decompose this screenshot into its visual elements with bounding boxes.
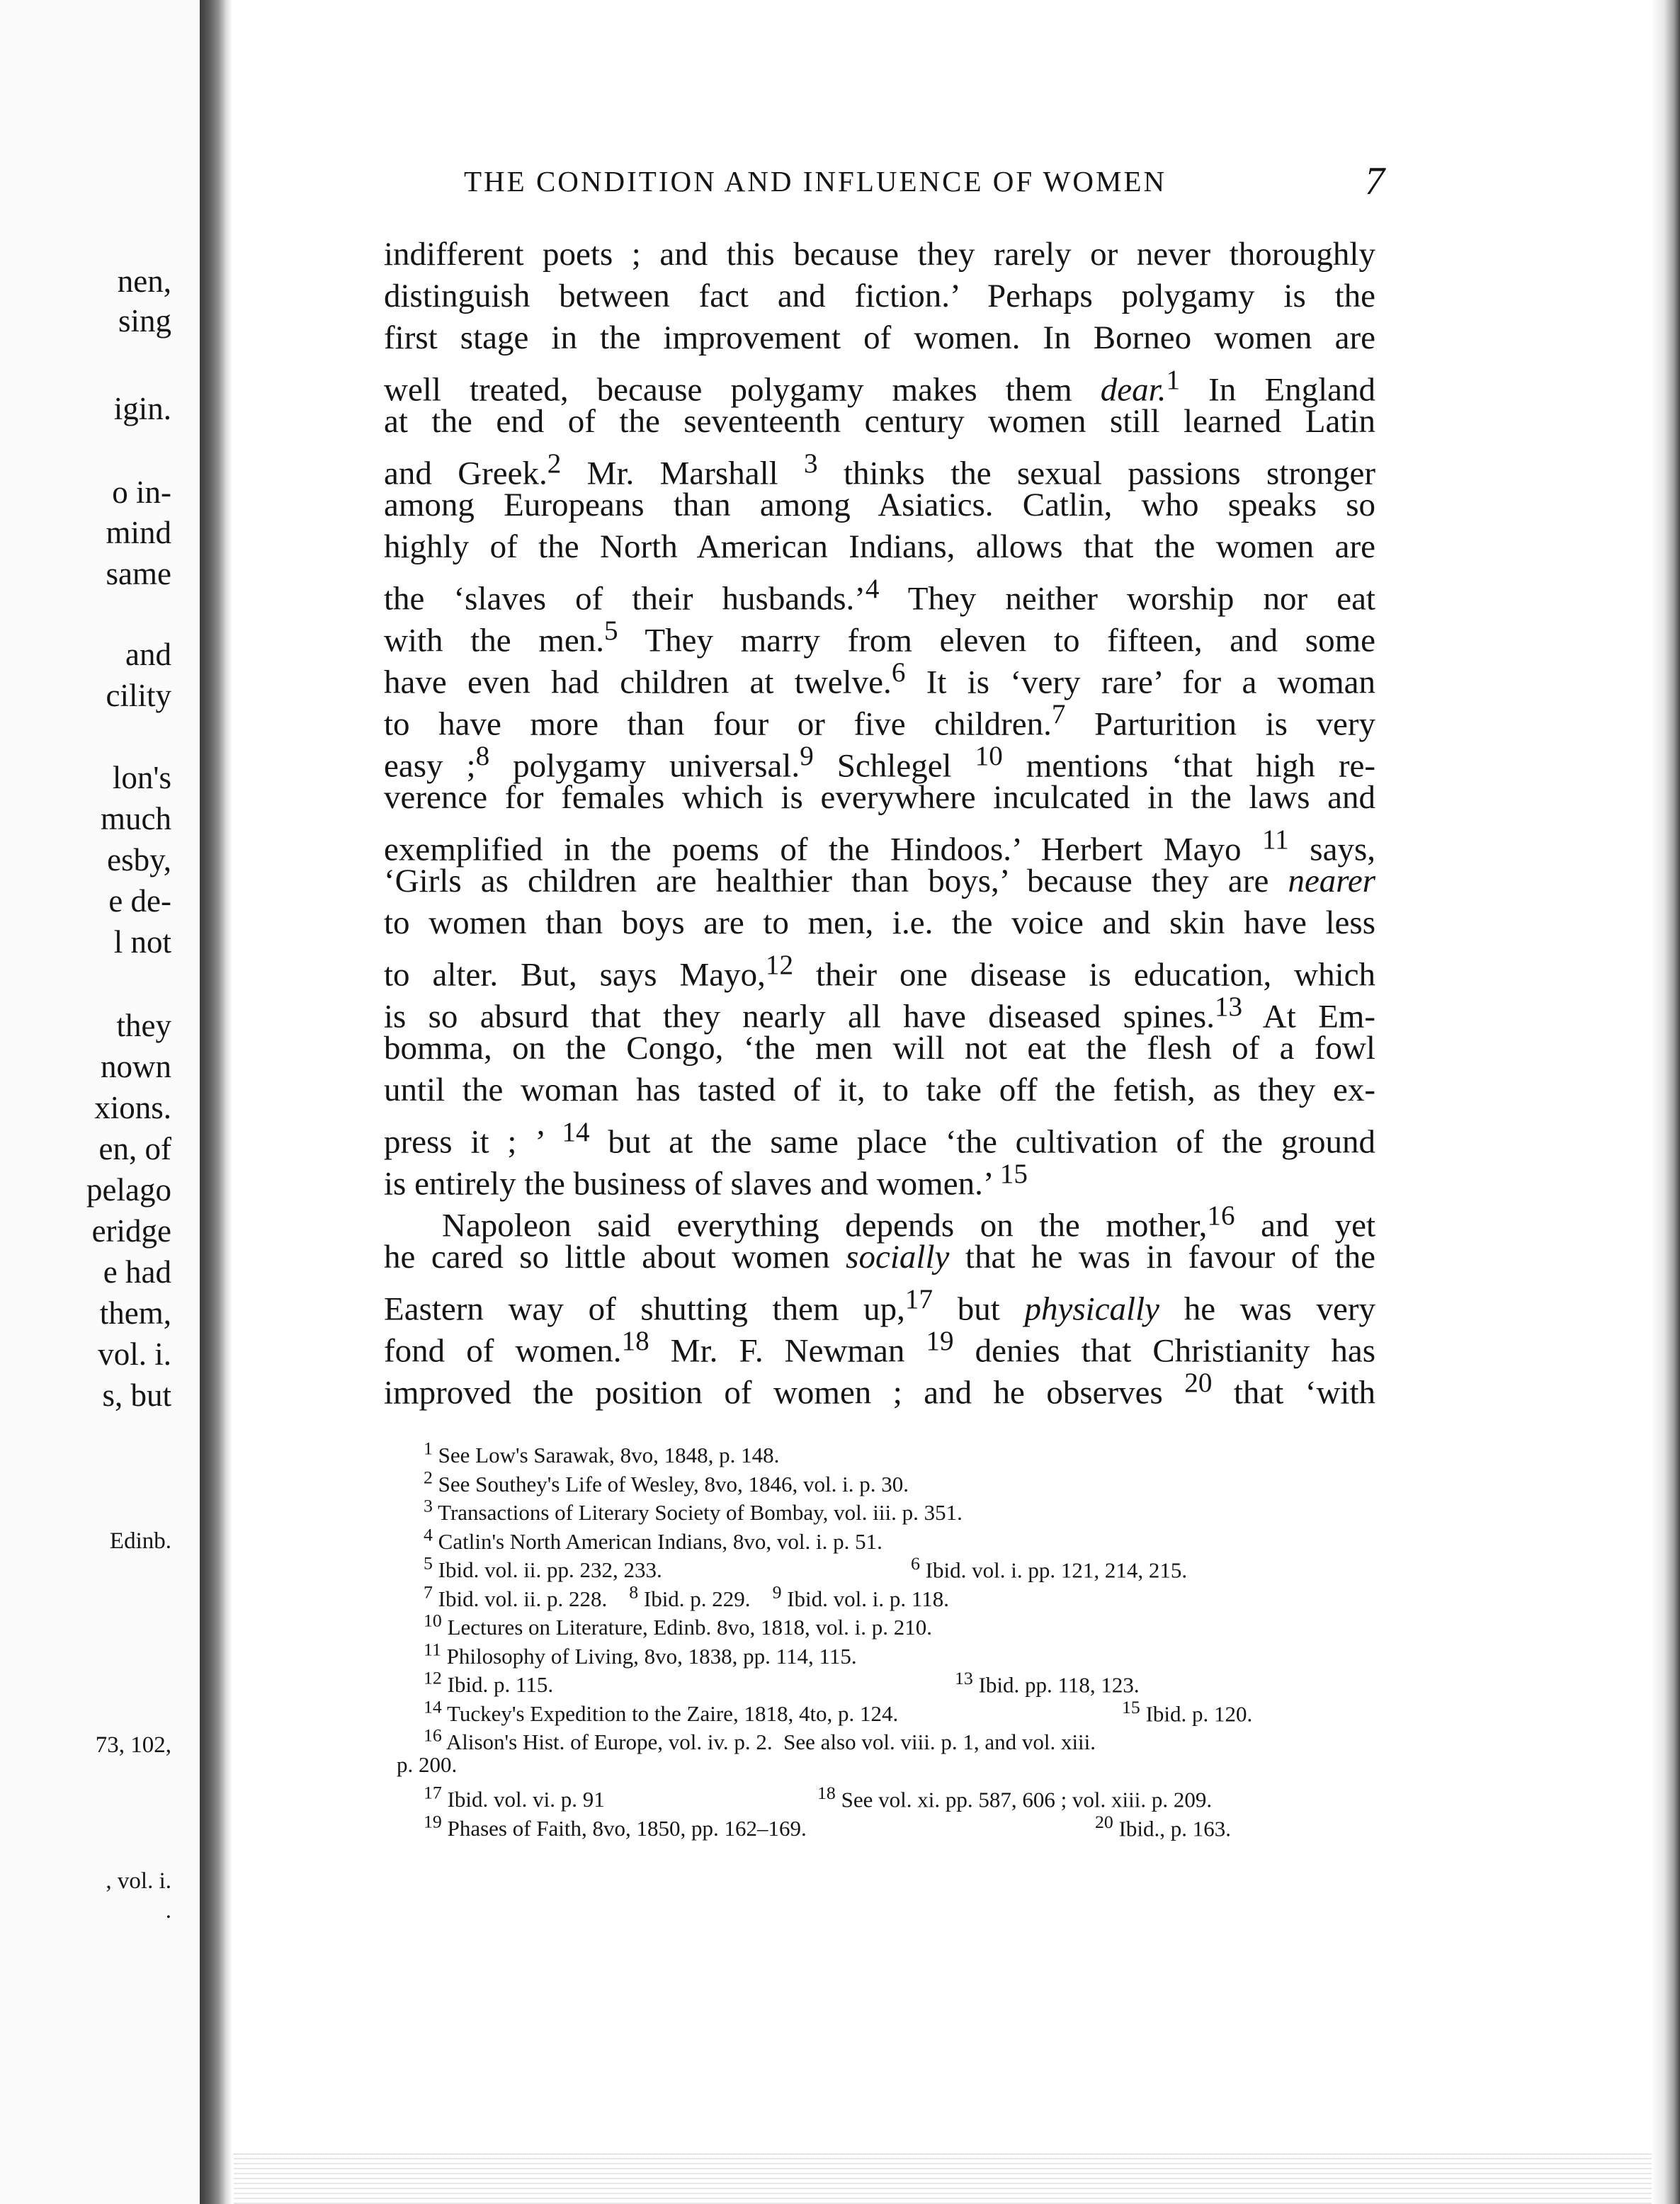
- running-title: THE CONDITION AND INFLUENCE OF WOMEN: [464, 165, 1167, 198]
- text-line: ‘Girls as children are healthier than boys,’ because they are nearer: [384, 863, 1375, 899]
- text-line: to alter. But, says Mayo,$^{12}$ their one disease is education, which: [384, 950, 1375, 994]
- facing-page-text: , vol. i.: [106, 1868, 171, 1894]
- text-line: press it ; ’ $^{14}$ but at the same place ‘the cultivation of the ground: [384, 1117, 1375, 1161]
- text-line: have even had children at twelve.$^6$ It is ‘very rare’ for a woman: [384, 657, 1376, 701]
- text-line: Napoleon said everything depends on the mother,$^{16}$ and yet: [442, 1200, 1376, 1244]
- footnote: $^{19}$ Phases of Faith, 8vo, 1850, pp. 162–169. $^{20}$ Ibid., p. 163.: [424, 1811, 1232, 1841]
- text-line: first stage in the improvement of women. In Borneo women are: [384, 319, 1375, 356]
- text-line: easy ;$^8$ polygamy universal.$^9$ Schlegel $^{10}$ mentions ‘that high re-: [384, 741, 1375, 785]
- footnote: $^1$ See Low's Sarawak, 8vo, 1848, p. 148.: [424, 1438, 780, 1468]
- text-line: Eastern way of shutting them up,$^{17}$ but physically he was very: [384, 1284, 1376, 1328]
- text-line: is entirely the business of slaves and women.’ $^{15}$: [384, 1159, 1028, 1203]
- footnotes: [397, 1435, 1384, 1841]
- text-line: well treated, because polygamy makes them dear.$^1$ In England: [384, 365, 1376, 409]
- footnote: $^4$ Catlin's North American Indians, 8vo, vol. i. p. 51.: [424, 1524, 882, 1554]
- facing-page-text: lon's: [112, 760, 171, 795]
- facing-page-text: much: [101, 801, 171, 836]
- text-line: fond of women.$^{18}$ Mr. F. Newman $^{19}$ denies that Christianity has: [384, 1326, 1375, 1370]
- text-line: until the woman has tasted of it, to take off the fetish, as they ex-: [384, 1072, 1375, 1108]
- book-gutter: [200, 0, 225, 2204]
- text-line: at the end of the seventeenth century women still learned Latin: [384, 403, 1375, 440]
- facing-page-text: e had: [103, 1254, 171, 1290]
- footnote: $^{17}$ Ibid. vol. vi. p. 91 $^{18}$ See vol. xi. pp. 587, 606 ; vol. xiii. p. 209.: [424, 1783, 1213, 1812]
- facing-page-text: they: [116, 1008, 171, 1043]
- facing-page-text: o in-: [112, 475, 171, 510]
- facing-page-text: sing: [118, 303, 171, 339]
- facing-page-text: en, of: [98, 1131, 171, 1166]
- text-line: distinguish between fact and fiction.’ Perhaps polygamy is the: [384, 278, 1375, 314]
- body-text: [384, 234, 1376, 1411]
- facing-page-text: nown: [101, 1049, 171, 1084]
- text-line: highly of the North American Indians, allows that the women are: [384, 528, 1375, 565]
- facing-page-text: them,: [99, 1295, 171, 1331]
- facing-page-text: 73, 102,: [95, 1732, 171, 1758]
- facing-page-text: l not: [113, 924, 171, 960]
- footnote: $^5$ Ibid. vol. ii. pp. 232, 233. $^6$ Ibid. vol. i. pp. 121, 214, 215.: [424, 1553, 1188, 1583]
- facing-page-text: pelago: [86, 1172, 171, 1208]
- facing-page-text: mind: [106, 515, 171, 550]
- gutter-edge: [225, 0, 232, 2204]
- text-line: exemplified in the poems of the Hindoos.’ Herbert Mayo $^{11}$ says,: [384, 824, 1375, 868]
- facing-page-text: esby,: [107, 842, 171, 877]
- facing-page-text: nen,: [117, 263, 171, 299]
- text-line: is so absurd that they nearly all have diseased spines.$^{13}$ At Em-: [384, 992, 1375, 1035]
- text-line: the ‘slaves of their husbands.’$^4$ They neither worship nor eat: [384, 574, 1375, 618]
- text-line: verence for females which is everywhere inculcated in the laws and: [384, 779, 1375, 816]
- facing-page-text: s, but: [102, 1378, 171, 1413]
- text-line: improved the position of women ; and he observes $^{20}$ that ‘with: [384, 1368, 1375, 1411]
- footnote: $^2$ See Southey's Life of Wesley, 8vo, 1846, vol. i. p. 30.: [424, 1467, 909, 1496]
- running-head: [464, 159, 1385, 207]
- footnote: $^{16}$ Alison's Hist. of Europe, vol. iv. p. 2. See also vol. viii. p. 1, and vol. xiii.: [424, 1725, 1096, 1755]
- facing-page-text: igin.: [113, 391, 171, 426]
- text-line: indifferent poets ; and this because they rarely or never thoroughly: [384, 236, 1375, 273]
- footnote: p. 200.: [397, 1751, 458, 1777]
- text-line: bomma, on the Congo, ‘the men will not eat the flesh of a fowl: [384, 1030, 1375, 1067]
- footnote: $^{12}$ Ibid. p. 115. $^{13}$ Ibid. pp. 118, 123.: [424, 1668, 1140, 1698]
- page-number: 7: [1365, 159, 1385, 203]
- facing-page-text: e de-: [108, 883, 171, 919]
- footnote: $^{14}$ Tuckey's Expedition to the Zaire, 1818, 4to, p. 124. $^{15}$ Ibid. p. 120.: [424, 1696, 1253, 1726]
- text-line: he cared so little about women socially that he was in favour of the: [384, 1239, 1375, 1276]
- text-line: among Europeans than among Asiatics. Catlin, who speaks so: [384, 487, 1375, 523]
- footnote: $^{10}$ Lectures on Literature, Edinb. 8vo, 1818, vol. i. p. 210.: [424, 1611, 933, 1640]
- text-line: to have more than four or five children.$^7$ Parturition is very: [384, 699, 1375, 743]
- page-edge-right: [1652, 0, 1680, 2204]
- facing-page-fragment: [0, 0, 200, 2204]
- facing-page-text: eridge: [91, 1213, 171, 1249]
- text-line: with the men.$^5$ They marry from eleven to fifteen, and some: [384, 615, 1375, 659]
- facing-page-text: cility: [106, 678, 171, 713]
- facing-page-text: vol. i.: [98, 1336, 171, 1372]
- facing-page-text: same: [106, 556, 171, 591]
- text-line: to women than boys are to men, i.e. the voice and skin have less: [384, 904, 1375, 941]
- facing-page-text: Edinb.: [109, 1528, 171, 1554]
- text-line: and Greek.$^2$ Mr. Marshall $^3$ thinks the sexual passions stronger: [384, 448, 1375, 492]
- facing-page-text: xions.: [94, 1090, 171, 1125]
- facing-page-text: .: [165, 1898, 171, 1924]
- footnote: $^3$ Transactions of Literary Society of Bombay, vol. iii. p. 351.: [424, 1496, 963, 1526]
- page-edge-bottom: [234, 2154, 1652, 2204]
- footnote: $^7$ Ibid. vol. ii. p. 228. $^8$ Ibid. p. 229. $^9$ Ibid. vol. i. p. 118.: [424, 1581, 949, 1611]
- footnote: $^{11}$ Philosophy of Living, 8vo, 1838, pp. 114, 115.: [424, 1639, 857, 1669]
- facing-page-text: and: [125, 637, 171, 672]
